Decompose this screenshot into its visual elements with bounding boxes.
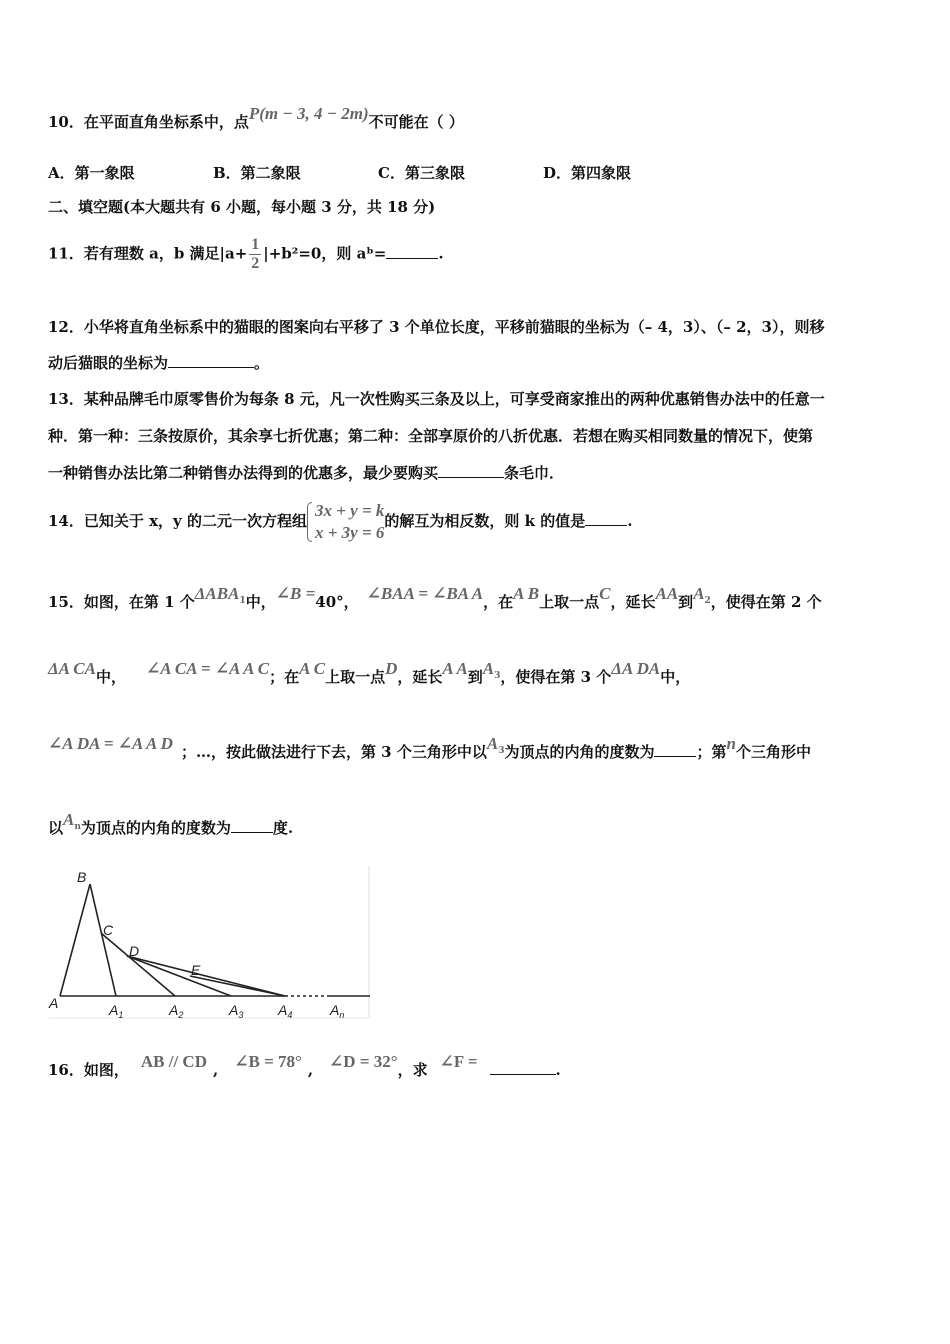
q15-sub: 2 [704, 596, 711, 606]
q15-math-n: n [726, 734, 736, 753]
q14-suffix: 的解互为相反数，则 k 的值是 [384, 512, 586, 530]
q15-text: ，使得在第 3 个 [500, 668, 612, 686]
q15-math-point-a3: A [482, 659, 495, 678]
q15-math-point-d: D [385, 659, 398, 678]
q15-math-segment-a1b: A B [513, 584, 540, 603]
q14-end: . [627, 512, 633, 530]
q11-suffix: |+b²=0，则 aᵇ= [263, 244, 387, 263]
q15-text: ，延长 [397, 668, 443, 686]
figure-label-a4: $A_4$ [278, 1002, 293, 1020]
q15-line-3 [48, 734, 811, 769]
q15-text: 上取一点 [325, 668, 386, 686]
q16-end: . [555, 1061, 561, 1079]
q15-line-2 [48, 659, 691, 694]
q15-text: 为顶点的内角的度数为 [504, 743, 655, 761]
q11-frac-num: 1 [251, 236, 260, 253]
figure-label-a: A [49, 995, 59, 1011]
q16-prefix: 16．如图， [48, 1061, 129, 1079]
figure-label-b: B [77, 869, 87, 885]
figure-label-an: $A_n$ [330, 1002, 345, 1020]
q10-option-c: C．第三象限 [378, 164, 465, 182]
q15-text: ，使得在第 2 个 [710, 593, 822, 611]
q15-text: ；…，按此做法进行下去，第 3 个三角形中以 [180, 743, 487, 761]
q15-math-angle-b: ∠B = [275, 584, 316, 603]
figure-label-a3: $A_3$ [229, 1002, 244, 1020]
q16-stem [48, 1052, 561, 1080]
q15-answer-blank-2[interactable] [231, 818, 273, 833]
q16-ask: ，求 [397, 1061, 428, 1079]
q16-answer-blank[interactable] [490, 1060, 556, 1075]
q15-text: 度. [272, 819, 294, 837]
q15-text: 到 [678, 593, 694, 611]
q16-math-angle-f: ∠F = [439, 1052, 478, 1071]
q15-text: ；第 [696, 743, 727, 761]
q10-suffix: 不可能在（ ） [368, 113, 464, 131]
q10-option-a: A．第一象限 [48, 164, 135, 182]
q15-math-triangle-1: ΔABA [194, 584, 240, 603]
figure-label-d: D [129, 943, 140, 959]
figure-background [47, 864, 371, 1018]
q15-text: 为顶点的内角的度数为 [80, 819, 231, 837]
q12-line-1: 12．小华将直角坐标系中的猫眼的图案向右平移了 3 个单位长度，平移前猫眼的坐标为（– 4，3）、（– 2，3），则移 [48, 318, 825, 336]
q15-sub: n [74, 822, 81, 832]
q13-line-3-a: 一种销售办法比第二种销售办法得到的优惠多，最少要购买 [48, 464, 439, 482]
q15-sub: 1 [239, 596, 246, 606]
q16-comma: , [213, 1061, 219, 1079]
q15-math-segment-a2c: A C [299, 659, 326, 678]
q15-text: 40°， [315, 593, 359, 611]
q15-text: 个三角形中 [735, 743, 811, 761]
q14-equation-2: x + 3y = 6 [314, 523, 385, 542]
figure-label-a1: $A_1$ [109, 1002, 124, 1020]
q15-text: ，延长 [610, 593, 656, 611]
q15-math-angle-eq-3: ∠A DA = ∠A A D [48, 734, 173, 753]
figure-label-c: C [103, 922, 114, 938]
q15-math-point-c: C [599, 584, 611, 603]
q15-text: 15．如图，在第 1 个 [48, 593, 195, 611]
q15-math-triangle-3: ΔA DA [611, 659, 661, 678]
figure-label-a2: $A_2$ [169, 1002, 184, 1020]
q13-line-2: 种．第一种：三条按原价，其余享七折优惠；第二种：全部享原价的八折优惠．若想在购买相同数量的情况下，使第 [48, 427, 814, 445]
q16-math-angle-b: ∠B = 78° [234, 1052, 302, 1071]
q10-option-b: B．第二象限 [213, 164, 301, 182]
q15-text: 到 [467, 668, 483, 686]
q15-math-point-a2: A [693, 584, 705, 603]
q15-text: ，在 [483, 593, 514, 611]
q14-answer-blank[interactable] [585, 511, 627, 526]
q16-math-parallel: AB // CD [140, 1052, 207, 1071]
q11-prefix: 11．若有理数 a，b 满足|a+ [48, 244, 248, 263]
q15-math-point-a3b: A [486, 734, 499, 753]
q13-line-1: 13．某种品牌毛巾原零售价为每条 8 元，凡一次性购买三条及以上，可享受商家推出的两种优惠销售办法中的任意一 [48, 390, 825, 408]
q11-end: . [438, 244, 444, 263]
q11-fraction [249, 236, 261, 273]
q15-figure [45, 862, 375, 1022]
q10-prefix: 10．在平面直角坐标系中，点 [48, 113, 249, 131]
q11-answer-blank[interactable] [386, 244, 438, 259]
q15-text: 以 [48, 819, 64, 837]
q14-equation-1: 3x + y = k [314, 501, 385, 520]
q12-end: 。 [254, 354, 270, 372]
q13-line-3-b: 条毛巾． [504, 464, 565, 482]
q12-answer-blank[interactable] [168, 353, 254, 368]
q15-text: 上取一点 [539, 593, 600, 611]
q15-math-point-an: A [63, 810, 75, 829]
figure-label-e: E [191, 962, 201, 978]
q15-sub: 3 [498, 746, 505, 756]
q15-text: 中， [96, 668, 127, 686]
section-2-title: 二、填空题(本大题共有 6 小题，每小题 3 分，共 18 分) [48, 198, 436, 216]
q15-sub: 3 [494, 671, 501, 681]
q15-math-triangle-2: ΔA CA [48, 659, 96, 678]
q15-answer-blank-1[interactable] [654, 742, 696, 757]
q13-line-3 [48, 463, 564, 483]
q12-line-2-text: 动后猫眼的坐标为 [48, 354, 169, 372]
q10-option-d: D．第四象限 [543, 164, 632, 182]
q11-stem [48, 236, 444, 273]
q10-stem [48, 104, 464, 132]
q15-line-4 [48, 810, 294, 845]
q15-math-angle-eq-1: ∠BAA = ∠BA A [366, 584, 484, 603]
q14-stem [48, 498, 632, 544]
q14-equation-system [307, 500, 384, 544]
q11-frac-den: 2 [251, 255, 260, 272]
q13-answer-blank[interactable] [438, 463, 504, 478]
q15-math-segment-a1a2: A A [442, 659, 468, 678]
q15-line-1 [48, 584, 822, 619]
q14-prefix: 14．已知关于 x，y 的二元一次方程组 [48, 512, 307, 530]
q12-line-2 [48, 353, 269, 373]
q16-math-angle-d: ∠D = 32° [329, 1052, 398, 1071]
q15-math-segment-aa1: AA [655, 584, 679, 603]
q16-comma: , [307, 1061, 314, 1079]
q15-text: 中， [660, 668, 691, 686]
q10-point-expression: P(m − 3, 4 − 2m) [248, 104, 369, 123]
q15-math-angle-eq-2: ∠A CA = ∠A A C [146, 659, 270, 678]
q15-text: 中， [245, 593, 276, 611]
q15-text: ；在 [269, 668, 300, 686]
